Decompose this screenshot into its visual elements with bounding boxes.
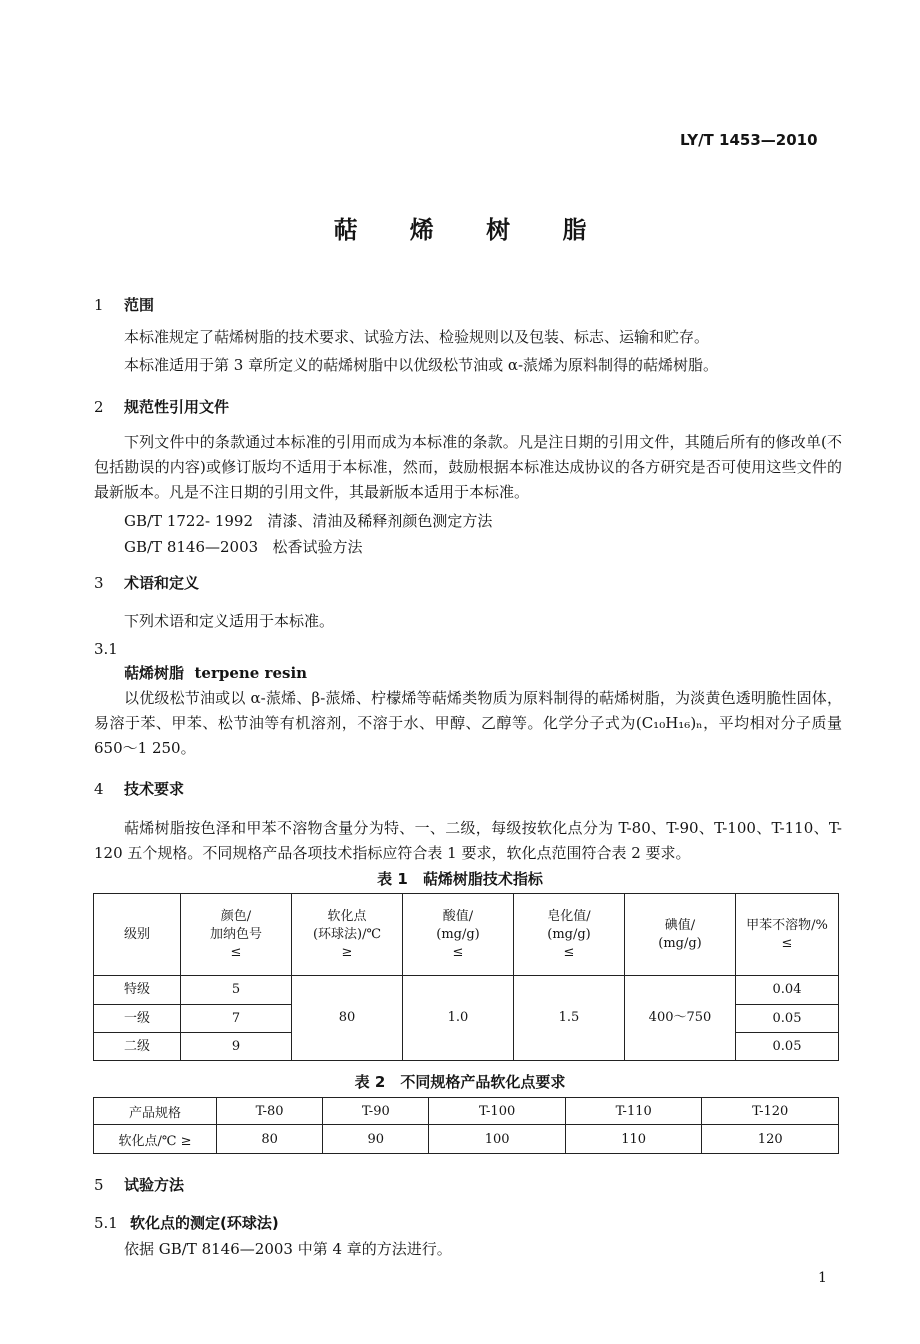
reference-item [124,508,492,535]
table-header-row [94,894,839,976]
header-text: (环球法)/℃ [312,926,382,942]
table-header [403,894,514,976]
section-number: 4 [94,780,104,798]
section-3-heading [94,572,199,593]
header-text: 颜色/ [220,908,252,924]
section-2-heading [94,396,229,417]
table-cell: 400～750 [625,976,736,1061]
table-cell: 0.05 [736,1005,839,1033]
subsection-title: 软化点的测定(环球法) [130,1214,279,1232]
table-cell: 90 [323,1125,429,1154]
section-1-heading [94,294,154,315]
header-text: (mg/g) [436,926,480,942]
table-1-caption: 表 1 萜烯树脂技术指标 [377,870,543,888]
table-header [514,894,625,976]
table-cell: 80 [217,1125,323,1154]
table-cell: 9 [181,1033,292,1061]
table-header: 产品规格 [94,1098,217,1125]
table-cell: 5 [181,976,292,1005]
paragraph: 本标准适用于第 3 章所定义的萜烯树脂中以优级松节油或 α-蒎烯为原料制得的萜烯树脂。 [124,356,719,374]
table-header [736,894,839,976]
paragraph: 萜烯树脂按色泽和甲苯不溶物含量分为特、一、二级，每级按软化点分为 T-80、T-90、T-100、T-110、T-120 五个规格。不同规格产品各项技术指标应符合表 1 要求，软化点范围符合表 2 要求。 [94,819,842,862]
header-text: 皂化值/ [547,908,591,924]
header-text: ≤ [230,944,242,960]
section-title: 范围 [124,296,155,314]
table-cell: T-90 [323,1098,429,1125]
reference-code: GB/T 8146—2003 [124,538,259,556]
table-header [625,894,736,976]
header-text: (mg/g) [658,935,702,951]
subsection-number: 5.1 [94,1214,118,1232]
paragraph: 下列术语和定义适用于本标准。 [124,612,335,630]
header-text: (mg/g) [547,926,591,942]
table-cell: T-80 [217,1098,323,1125]
header-text: 加纳色号 [209,926,262,942]
term-chinese: 萜烯树脂 [124,664,185,682]
table-cell: 100 [429,1125,566,1154]
table-row [94,976,839,1005]
table-row [94,1098,839,1125]
section-number: 5 [94,1176,104,1194]
table-cell: 110 [565,1125,702,1154]
table-cell: T-110 [565,1098,702,1125]
reference-title: 清漆、清油及稀释剂颜色测定方法 [267,512,493,530]
table-header [292,894,403,976]
section-title: 技术要求 [124,780,185,798]
paragraph: 依据 GB/T 8146—2003 中第 4 章的方法进行。 [124,1240,452,1258]
table-2-caption: 表 2 不同规格产品软化点要求 [354,1073,566,1091]
section-title: 规范性引用文件 [124,398,230,416]
header-text: 碘值/ [664,917,696,933]
section-title: 试验方法 [124,1176,185,1194]
table-cell: T-100 [429,1098,566,1125]
header-text: ≥ [341,944,353,960]
table-header: 软化点/℃ ≥ [94,1125,217,1154]
subsection-5-1-heading [94,1212,279,1233]
reference-title: 松香试验方法 [272,538,363,556]
table-cell: 0.05 [736,1033,839,1061]
section-number: 2 [94,398,104,416]
table-cell: 特级 [94,976,181,1005]
header-text: 甲苯不溶物/% [746,917,828,933]
table-cell: 120 [702,1125,839,1154]
header-text: 级别 [123,926,150,942]
section-4-heading [94,778,184,799]
header-text: ≤ [781,935,793,951]
section-number: 1 [94,296,104,314]
subsection-number: 3.1 [94,640,118,658]
term-english: terpene resin [194,664,308,682]
table-cell: 1.0 [403,976,514,1061]
table-cell: 7 [181,1005,292,1033]
table-row [94,1125,839,1154]
section-title: 术语和定义 [124,574,200,592]
reference-item [124,534,363,561]
document-title: 萜 烯 树 脂 [333,216,609,244]
paragraph: 本标准规定了萜烯树脂的技术要求、试验方法、检验规则以及包装、标志、运输和贮存。 [124,328,710,346]
paragraph: 下列文件中的条款通过本标准的引用而成为本标准的条款。凡是注日期的引用文件，其随后所有的修改单(不包括勘误的内容)或修订版均不适用于本标准，然而，鼓励根据本标准达成协议的各方研究是否可使用这些文件的最新版本。凡是不注日期的引用文件，其最新版本适用于本标准。 [94,433,842,501]
table-header [94,894,181,976]
standard-number: LY/T 1453—2010 [680,131,818,149]
table-1 [93,893,839,1061]
table-cell: 二级 [94,1033,181,1061]
header-text: 酸值/ [442,908,474,924]
header-text: ≤ [452,944,464,960]
page-number: 1 [818,1270,827,1286]
table-cell: 一级 [94,1005,181,1033]
table-cell: 1.5 [514,976,625,1061]
term-definition: 以优级松节油或以 α-蒎烯、β-蒎烯、柠檬烯等萜烯类物质为原料制得的萜烯树脂，为淡黄色透明脆性固体，易溶于苯、甲苯、松节油等有机溶剂，不溶于水、甲醇、乙醇等。化学分子式为(C₁₀H₁₆)ₙ，平均相对分子质量 650～1 250。 [94,689,842,757]
reference-code: GB/T 1722- 1992 [124,512,254,530]
table-2 [93,1097,839,1154]
table-header [181,894,292,976]
table-cell: T-120 [702,1098,839,1125]
term-entry [124,662,307,683]
section-5-heading [94,1174,184,1195]
header-text: ≤ [563,944,575,960]
table-cell: 0.04 [736,976,839,1005]
header-text: 软化点 [327,908,367,924]
section-number: 3 [94,574,104,592]
table-cell: 80 [292,976,403,1061]
